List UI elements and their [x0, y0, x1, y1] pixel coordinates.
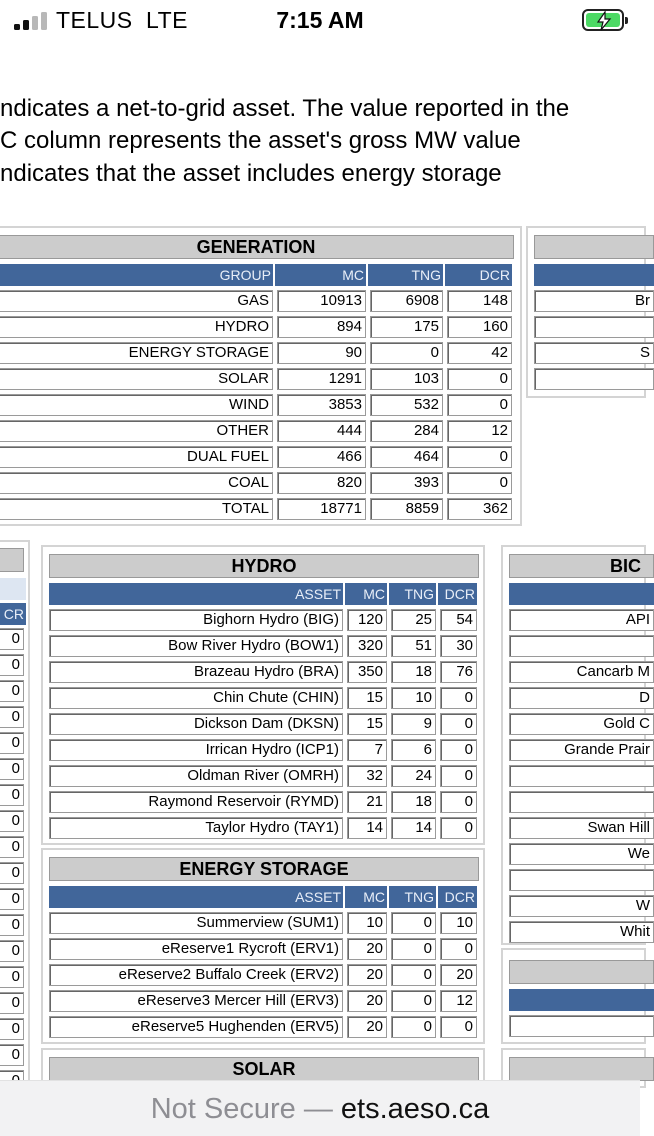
generation-dcr-cell: 12 [447, 420, 512, 442]
generation-row-label: HYDRO [0, 316, 273, 338]
energy-storage-dcr-cell: 20 [440, 964, 477, 986]
hydro-dcr-cell: 0 [440, 817, 477, 839]
generation-col-group-header: GROUP [0, 264, 275, 286]
other-partial-panel [501, 948, 646, 1044]
generation-dcr-cell: 42 [447, 342, 512, 364]
generation-tng-cell: 175 [370, 316, 443, 338]
hydro-asset-name: Bighorn Hydro (BIG) [49, 609, 343, 631]
hydro-dcr-cell: 0 [440, 713, 477, 735]
biomass-asset-name [509, 791, 654, 813]
left-partial-cell: 0 [0, 966, 24, 988]
energy-storage-col-mc-header: MC [347, 886, 389, 908]
other-partial-title [509, 960, 654, 984]
biomass-asset-name: D [509, 687, 654, 709]
generation-mc-cell: 18771 [277, 498, 366, 520]
interchange-panel [526, 226, 650, 398]
left-partial-cell: 0 [0, 654, 24, 676]
hydro-tng-cell: 51 [391, 635, 436, 657]
generation-dcr-cell: 0 [447, 394, 512, 416]
energy-storage-dcr-cell: 0 [440, 938, 477, 960]
left-partial-cell: 0 [0, 680, 24, 702]
generation-tng-cell: 532 [370, 394, 443, 416]
url-domain: ets.aeso.ca [340, 1093, 490, 1125]
interchange-header-row [534, 264, 654, 286]
hydro-tng-cell: 9 [391, 713, 436, 735]
generation-mc-cell: 894 [277, 316, 366, 338]
hydro-mc-cell: 21 [347, 791, 387, 813]
carrier-name: TELUS [56, 7, 133, 33]
energy-storage-asset-name: eReserve5 Hughenden (ERV5) [49, 1016, 343, 1038]
hydro-dcr-cell: 30 [440, 635, 477, 657]
generation-dcr-cell: 0 [447, 446, 512, 468]
energy-storage-tng-cell: 0 [391, 912, 436, 934]
hydro-mc-cell: 320 [347, 635, 387, 657]
hydro-tng-cell: 6 [391, 739, 436, 761]
hydro-col-asset-header: ASSET [49, 583, 345, 605]
generation-mc-cell: 820 [277, 472, 366, 494]
energy-storage-tng-cell: 0 [391, 990, 436, 1012]
energy-storage-mc-cell: 20 [347, 990, 387, 1012]
generation-row-label: WIND [0, 394, 273, 416]
energy-storage-tng-cell: 0 [391, 1016, 436, 1038]
left-partial-cell: 0 [0, 862, 24, 884]
left-partial-cell: 0 [0, 1018, 24, 1040]
hydro-mc-cell: 32 [347, 765, 387, 787]
hydro-asset-name: Dickson Dam (DKSN) [49, 713, 343, 735]
energy-storage-dcr-cell: 0 [440, 1016, 477, 1038]
generation-row-label: SOLAR [0, 368, 273, 390]
hydro-tng-cell: 14 [391, 817, 436, 839]
url-text[interactable] [0, 1093, 640, 1126]
hydro-asset-name: Chin Chute (CHIN) [49, 687, 343, 709]
hydro-tng-cell: 24 [391, 765, 436, 787]
biomass-asset-name: Grande Prair [509, 739, 654, 761]
hydro-mc-cell: 14 [347, 817, 387, 839]
left-partial-cell: 0 [0, 784, 24, 806]
energy-storage-mc-cell: 10 [347, 912, 387, 934]
generation-tng-cell: 6908 [370, 290, 443, 312]
generation-row-label: DUAL FUEL [0, 446, 273, 468]
hydro-mc-cell: 350 [347, 661, 387, 683]
hydro-dcr-cell: 76 [440, 661, 477, 683]
interchange-cell [534, 316, 654, 338]
note-energy-storage: ndicates that the asset includes energy storage [0, 160, 502, 187]
energy-storage-dcr-cell: 10 [440, 912, 477, 934]
generation-mc-cell: 3853 [277, 394, 366, 416]
energy-storage-panel [41, 848, 485, 1044]
energy-storage-asset-name: eReserve2 Buffalo Creek (ERV2) [49, 964, 343, 986]
browser-url-bar[interactable] [0, 1080, 640, 1136]
energy-storage-mc-cell: 20 [347, 938, 387, 960]
generation-col-mc-header: MC [277, 264, 368, 286]
interchange-cell: S [534, 342, 654, 364]
left-partial-cell: 0 [0, 888, 24, 910]
generation-tng-cell: 393 [370, 472, 443, 494]
status-time: 7:15 AM [276, 7, 364, 33]
biomass-asset-name [509, 635, 654, 657]
generation-dcr-cell: 148 [447, 290, 512, 312]
generation-tng-cell: 0 [370, 342, 443, 364]
generation-tng-cell: 464 [370, 446, 443, 468]
generation-mc-cell: 1291 [277, 368, 366, 390]
note-net-to-grid: ndicates a net-to-grid asset. The value reported in the [0, 95, 570, 122]
hydro-asset-name: Bow River Hydro (BOW1) [49, 635, 343, 657]
generation-tng-cell: 103 [370, 368, 443, 390]
biomass-asset-name [509, 869, 654, 891]
energy-storage-tng-cell: 0 [391, 938, 436, 960]
other-partial-header-row [509, 989, 654, 1011]
energy-storage-asset-name: eReserve1 Rycroft (ERV1) [49, 938, 343, 960]
generation-panel [0, 226, 522, 526]
biomass-title: BIC [509, 554, 654, 578]
hydro-asset-name: Taylor Hydro (TAY1) [49, 817, 343, 839]
biomass-asset-name [509, 765, 654, 787]
network-type: LTE [146, 7, 188, 33]
hydro-mc-cell: 15 [347, 713, 387, 735]
hydro-title: HYDRO [49, 554, 479, 578]
generation-mc-cell: 90 [277, 342, 366, 364]
hydro-asset-name: Brazeau Hydro (BRA) [49, 661, 343, 683]
hydro-asset-name: Oldman River (OMRH) [49, 765, 343, 787]
energy-storage-mc-cell: 20 [347, 964, 387, 986]
generation-title: GENERATION [0, 235, 514, 259]
left-partial-col-header: CR [3, 606, 24, 622]
left-partial-cell: 0 [0, 992, 24, 1014]
hydro-dcr-cell: 54 [440, 609, 477, 631]
energy-storage-col-asset-header: ASSET [49, 886, 345, 908]
hydro-col-mc-header: MC [347, 583, 389, 605]
biomass-asset-name: Gold C [509, 713, 654, 735]
energy-storage-col-tng-header: TNG [391, 886, 438, 908]
other-partial-cell [509, 1015, 654, 1037]
hydro-dcr-cell: 0 [440, 791, 477, 813]
generation-row-label: GAS [0, 290, 273, 312]
energy-storage-dcr-cell: 12 [440, 990, 477, 1012]
note-gross-value: C column represents the asset's gross MW value [0, 127, 521, 154]
hydro-mc-cell: 7 [347, 739, 387, 761]
biomass-asset-name: W [509, 895, 654, 917]
left-partial-cell: 0 [0, 914, 24, 936]
left-partial-header-row [0, 603, 26, 625]
generation-dcr-cell: 362 [447, 498, 512, 520]
generation-col-dcr-header: DCR [447, 264, 514, 286]
hydro-dcr-cell: 0 [440, 687, 477, 709]
generation-dcr-cell: 0 [447, 472, 512, 494]
energy-storage-header-row [49, 886, 479, 908]
generation-dcr-cell: 160 [447, 316, 512, 338]
left-partial-cell: 0 [0, 706, 24, 728]
hydro-mc-cell: 120 [347, 609, 387, 631]
generation-mc-cell: 10913 [277, 290, 366, 312]
generation-row-label: OTHER [0, 420, 273, 442]
generation-col-tng-header: TNG [370, 264, 445, 286]
interchange-title [534, 235, 654, 259]
generation-row-label: TOTAL [0, 498, 273, 520]
left-partial-cell: 0 [0, 758, 24, 780]
hydro-asset-name: Raymond Reservoir (RYMD) [49, 791, 343, 813]
generation-mc-cell: 444 [277, 420, 366, 442]
energy-storage-asset-name: Summerview (SUM1) [49, 912, 343, 934]
generation-tng-cell: 284 [370, 420, 443, 442]
energy-storage-col-dcr-header: DCR [440, 886, 479, 908]
hydro-col-dcr-header: DCR [440, 583, 479, 605]
biomass-asset-name: Whit [509, 921, 654, 943]
lower-right-partial-title [509, 1057, 654, 1081]
hydro-col-tng-header: TNG [391, 583, 438, 605]
energy-storage-asset-name: eReserve3 Mercer Hill (ERV3) [49, 990, 343, 1012]
hydro-mc-cell: 15 [347, 687, 387, 709]
biomass-asset-name: API [509, 609, 654, 631]
interchange-cell: Br [534, 290, 654, 312]
hydro-tng-cell: 18 [391, 791, 436, 813]
left-partial-cell: 0 [0, 836, 24, 858]
generation-header-row [0, 264, 514, 286]
energy-storage-tng-cell: 0 [391, 964, 436, 986]
left-partial-subheader [0, 578, 26, 600]
generation-mc-cell: 466 [277, 446, 366, 468]
biomass-asset-name: Cancarb M [509, 661, 654, 683]
hydro-panel [41, 545, 485, 845]
hydro-asset-name: Irrican Hydro (ICP1) [49, 739, 343, 761]
energy-storage-mc-cell: 20 [347, 1016, 387, 1038]
hydro-header-row [49, 583, 479, 605]
left-partial-cell: 0 [0, 810, 24, 832]
left-partial-cell: 0 [0, 1044, 24, 1066]
biomass-asset-name: Swan Hill [509, 817, 654, 839]
generation-dcr-cell: 0 [447, 368, 512, 390]
left-partial-cell: 0 [0, 732, 24, 754]
biomass-panel [501, 545, 650, 945]
hydro-dcr-cell: 0 [440, 765, 477, 787]
hydro-dcr-cell: 0 [440, 739, 477, 761]
battery-charging-icon [582, 9, 624, 31]
biomass-header-row [509, 583, 654, 605]
left-partial-panel [0, 540, 30, 1085]
hydro-tng-cell: 25 [391, 609, 436, 631]
hydro-tng-cell: 18 [391, 661, 436, 683]
status-bar [0, 0, 640, 42]
generation-row-label: ENERGY STORAGE [0, 342, 273, 364]
left-partial-cell: 0 [0, 628, 24, 650]
not-secure-label: Not Secure — [150, 1093, 341, 1125]
interchange-cell [534, 368, 654, 390]
generation-row-label: COAL [0, 472, 273, 494]
left-partial-title [0, 548, 24, 572]
hydro-tng-cell: 10 [391, 687, 436, 709]
biomass-asset-name: We [509, 843, 654, 865]
left-partial-cell: 0 [0, 940, 24, 962]
solar-title: SOLAR [49, 1057, 479, 1081]
energy-storage-title: ENERGY STORAGE [49, 857, 479, 881]
generation-tng-cell: 8859 [370, 498, 443, 520]
